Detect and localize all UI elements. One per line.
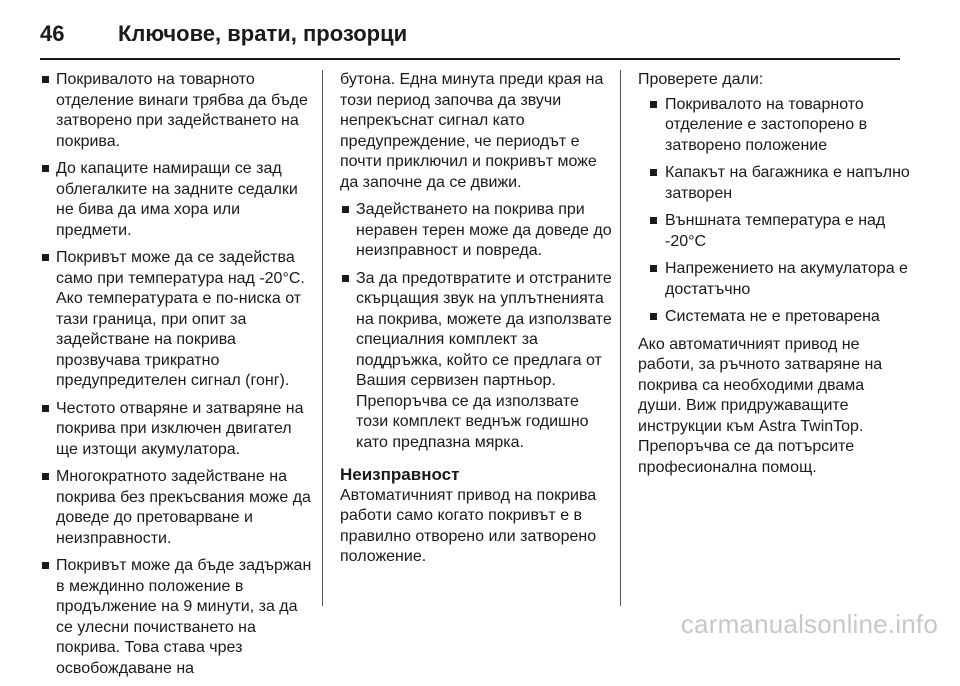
section-heading: Неизправност	[340, 465, 460, 484]
square-bullet-icon	[42, 165, 49, 172]
list-item: Покривалото на товарното отделение е застопорено в затворено положение	[638, 95, 910, 157]
column-divider	[620, 70, 621, 606]
square-bullet-icon	[42, 473, 49, 480]
square-bullet-icon	[42, 76, 49, 83]
square-bullet-icon	[650, 217, 657, 224]
list-item: Честото отваряне и затваряне на покрива при изключен двигател ще изтощи акумулатора.	[40, 399, 312, 461]
list-item: Покривът може да се задейства само при температура над -20°C. Ако температурата е по-ниска от тази граница, при опит за задействане на покрива прозвучава трикратно предупредителен сигнал (гонг).	[40, 248, 312, 392]
square-bullet-icon	[42, 405, 49, 412]
square-bullet-icon	[650, 313, 657, 320]
list-item: Външната температура е над -20°C	[638, 211, 910, 252]
square-bullet-icon	[650, 265, 657, 272]
checklist-lead: Проверете дали:	[638, 71, 764, 88]
square-bullet-icon	[342, 275, 349, 282]
column-divider	[322, 70, 323, 606]
continued-paragraph: бутона. Една минута преди края на този период започва да звучи непрекъснат сигнал като предупреждение, че периодът е почти приключил и покривът може да започне да се движи.	[340, 71, 604, 191]
chapter-title: Ключове, врати, прозорци	[118, 21, 408, 46]
list-item: Покривалото на товарното отделение винаги трябва да бъде затворено при задействането на покрива.	[40, 70, 312, 152]
list-item: Многократното задействане на покрива без прекъсвания може да доведе до претоварване и неизправности.	[40, 467, 312, 549]
caution-list	[40, 70, 312, 679]
watermark: carmanualsonline.info	[680, 609, 938, 639]
square-bullet-icon	[342, 206, 349, 213]
section-paragraph: Автоматичният привод на покрива работи само когато покривът е в правилно отворено или затворено положение.	[340, 486, 597, 565]
list-item: За да предотвратите и отстраните скърцащия звук на уплътненията на покрива, можете да използвате специалния комплект за поддръжка, който се предлага от Вашия сервизен партньор. Препоръчва се да използвате този комплект веднъж годишно като предпазна мярка.	[340, 269, 612, 454]
list-item: Напрежението на акумулатора е достатъчно	[638, 259, 910, 300]
column-2	[340, 70, 612, 568]
page-number: 46	[40, 21, 65, 46]
list-item: Системата не е претоварена	[638, 307, 910, 328]
square-bullet-icon	[42, 254, 49, 261]
checklist	[638, 95, 910, 328]
column-1	[40, 70, 312, 686]
square-bullet-icon	[42, 562, 49, 569]
list-item: Капакът на багажника е напълно затворен	[638, 163, 910, 204]
list-item: Задействането на покрива при неравен терен може да доведе до неизправност и повреда.	[340, 200, 612, 262]
list-item: До капаците намиращи се зад облегалките на задните седалки не бива да има хора или предмети.	[40, 159, 312, 241]
header-rule	[40, 58, 900, 60]
square-bullet-icon	[650, 169, 657, 176]
page-header	[40, 14, 920, 54]
column-3	[638, 70, 910, 478]
list-item: Покривът може да бъде задържан в междинно положение в продължение на 9 минути, за да се улесни почистването на покрива. Това става чрез освобождаване на	[40, 556, 312, 679]
square-bullet-icon	[650, 101, 657, 108]
closing-paragraph: Ако автоматичният привод не работи, за ръчното затваряне на покрива са необходими двама души. Виж придружаващите инструкции към Astra TwinTop. Препоръчва се да потърсите професионална помощ.	[638, 335, 883, 476]
caution-list	[340, 200, 612, 453]
